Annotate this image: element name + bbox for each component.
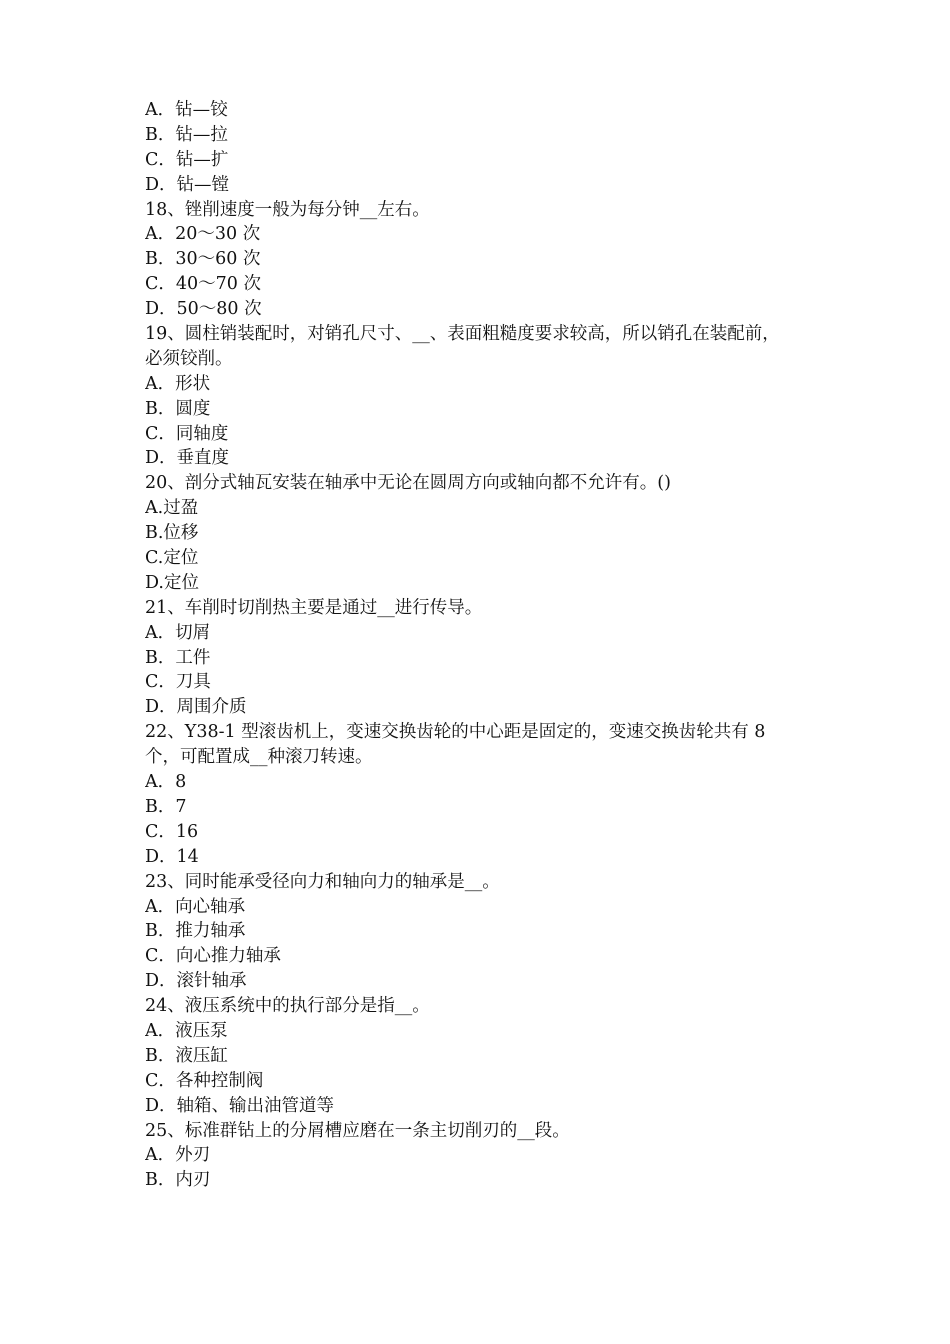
option-line: B．工件 [145, 647, 211, 668]
option-line: A．切屑 [145, 622, 211, 643]
question-23: 23、同时能承受径向力和轴向力的轴承是__。 [145, 871, 500, 892]
option-line: B．内刃 [145, 1170, 211, 1191]
option-line: B．推力轴承 [145, 921, 246, 942]
option-line: B．液压缸 [145, 1045, 228, 1066]
option-line: D．滚针轴承 [145, 971, 247, 992]
option-line: C．钻—扩 [145, 149, 229, 170]
document-body [145, 98, 813, 1193]
option-line: A．形状 [145, 373, 211, 394]
option-line: D．钻—镗 [145, 174, 230, 195]
option-line: B．圆度 [145, 398, 211, 419]
question-20: 20、剖分式轴瓦安装在轴承中无论在圆周方向或轴向都不允许有。() [145, 473, 671, 494]
option-line: C．同轴度 [145, 423, 229, 444]
option-line: C．刀具 [145, 672, 211, 693]
option-line: D．垂直度 [145, 448, 230, 469]
option-line: D．轴箱、输出油管道等 [145, 1095, 335, 1116]
option-line: A．向心轴承 [145, 896, 246, 917]
option-line: A．钻—铰 [145, 100, 228, 120]
option-line: B．30～60 次 [145, 249, 261, 270]
question-25: 25、标准群钻上的分屑槽应磨在一条主切削刃的__段。 [145, 1120, 570, 1141]
option-line: B.位移 [145, 523, 199, 544]
question-22: 22、Y38-1 型滚齿机上，变速交换齿轮的中心距是固定的，变速交换齿轮共有 8 [145, 722, 766, 743]
option-line: A．外刃 [145, 1145, 211, 1166]
option-line: A．液压泵 [145, 1020, 228, 1041]
question-24: 24、液压系统中的执行部分是指__。 [145, 996, 430, 1017]
option-line: A.过盈 [145, 498, 199, 519]
option-line: C．16 [145, 821, 199, 842]
option-line: D．周围介质 [145, 697, 247, 718]
option-line: C．各种控制阀 [145, 1070, 264, 1091]
option-line: C．40～70 次 [145, 274, 261, 295]
option-line: D．50～80 次 [145, 299, 262, 320]
option-line: C．向心推力轴承 [145, 946, 281, 967]
question-19: 19、圆柱销装配时，对销孔尺寸、__、表面粗糙度要求较高，所以销孔在装配前， [145, 324, 780, 345]
option-line: C.定位 [145, 548, 199, 569]
option-line: A．20～30 次 [145, 224, 261, 245]
option-line: D．14 [145, 846, 199, 867]
option-line: B．钻—拉 [145, 124, 228, 145]
question-18: 18、锉削速度一般为每分钟__左右。 [145, 199, 430, 220]
question-21: 21、车削时切削热主要是通过__进行传导。 [145, 597, 483, 618]
option-line: D.定位 [145, 572, 199, 593]
question-19-continued: 必须铰削。 [145, 348, 233, 369]
question-22-continued: 个，可配置成__种滚刀转速。 [145, 747, 373, 768]
option-line: A．8 [145, 772, 187, 793]
option-line: B．7 [145, 796, 187, 817]
